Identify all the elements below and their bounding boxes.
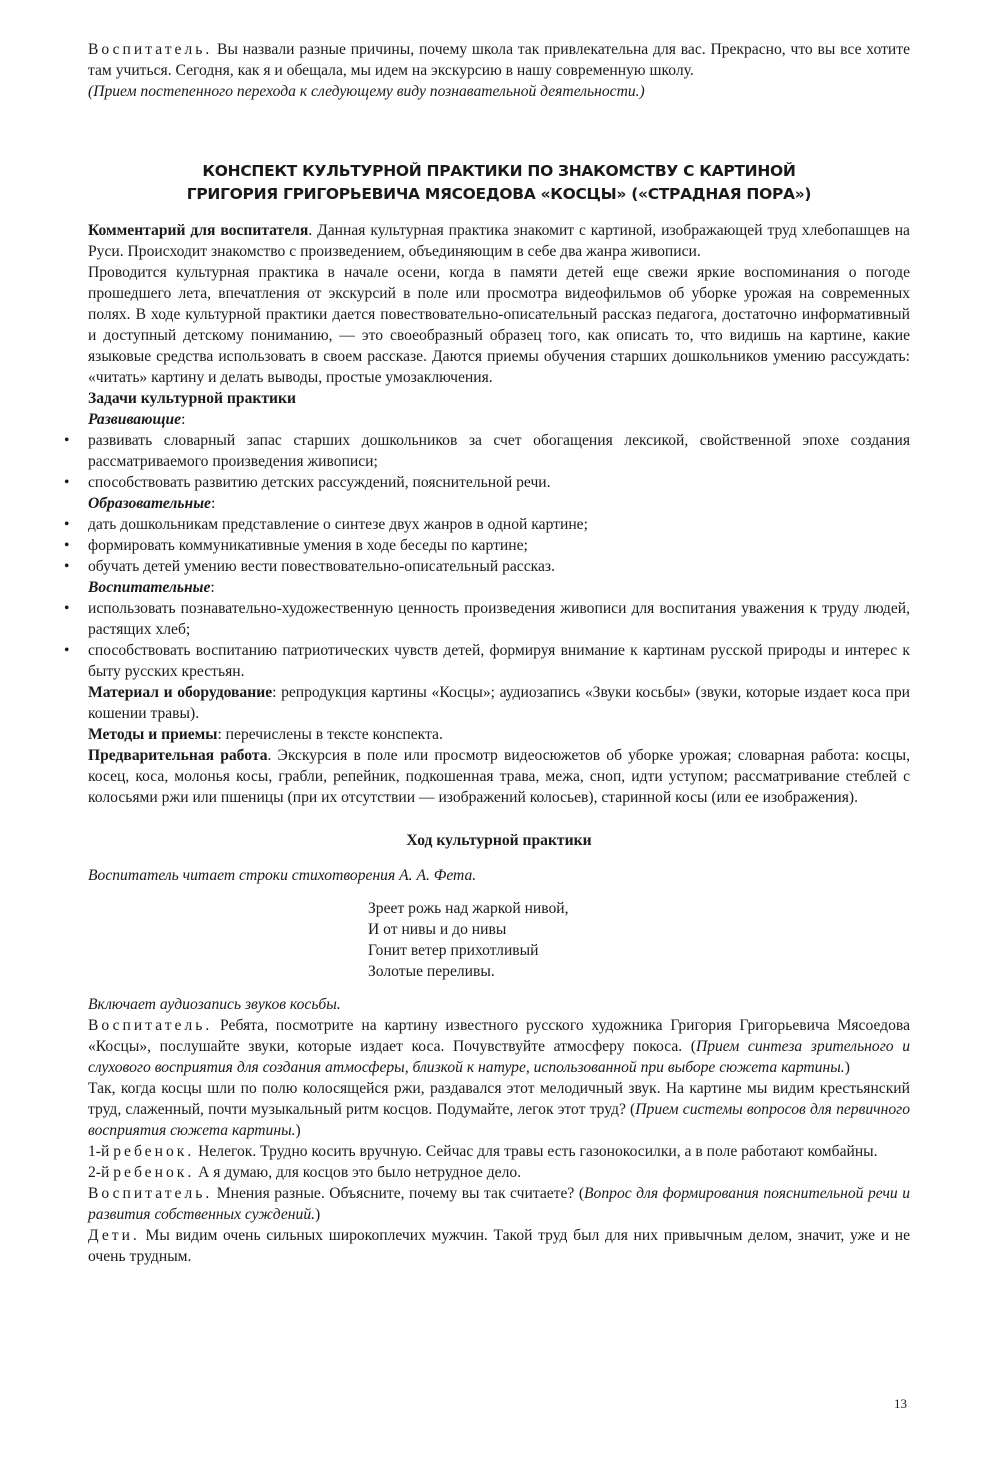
methods-paragraph: Методы и приемы: перечислены в тексте конспекта. xyxy=(88,726,443,743)
stage-direction: Включает аудиозапись звуков косьбы. xyxy=(88,996,341,1013)
poem: Зреет рожь над жаркой нивой, И от нивы и до нивы Гонит ветер прихотливый Золотые переливы. xyxy=(368,900,569,980)
task-group-label: Развивающие: xyxy=(88,411,186,428)
task-group-label: Воспитательные: xyxy=(88,579,215,596)
page-number: 13 xyxy=(894,1396,907,1411)
dialog-line: Воспитатель. Ребята, посмотрите на картину известного русского художника Григория Григорьевича Мясоедова «Косцы», послушайте звуки, которые издает коса. Почувствуйте атмосферу покоса. (Прием синтеза зрительного и слухового восприятия для создания атмосферы, близкой к натуре, использованной при выборе сюжета картины.) xyxy=(88,1017,910,1076)
dialog-line: Так, когда косцы шли по полю колосящейся ржи, раздавался этот мелодичный звук. На картине мы видим крестьянский труд, слаженный, почти музыкальный ритм косцов. Подумайте, легок этот труд? (Прием системы вопросов для первичного восприятия сюжета картины.) xyxy=(88,1080,910,1139)
comment-paragraph-2: Проводится культурная практика в начале осени, когда в памяти детей еще свежи яркие воспоминания о погоде прошедшего лета, впечатления от экскурсий в поле или просмотра видеофильмов об уборке урожая на современных полях. В ходе культурной практики дается повествовательно-описательный рассказ педагога, достаточно информативный и доступный детскому пониманию, — это своеобразный образец того, как описать то, что видишь на картине, какие языковые средства использовать в своем рассказе. Даются приемы обучения старших дошкольников умению рассуждать: «читать» картину и делать выводы, простые умозаключения. xyxy=(88,264,910,386)
task-group-label: Образовательные: xyxy=(88,495,216,512)
dialog-line: Дети. Мы видим очень сильных широкоплечих мужчин. Такой труд был для них привычным делом, значит, уже и не очень трудным. xyxy=(88,1227,910,1265)
list-item: • обучать детей умению вести повествовательно-описательный рассказ. xyxy=(64,558,555,575)
document-page xyxy=(64,39,911,1267)
dialog-line: 1-й ребенок. Нелегок. Трудно косить вручную. Сейчас для травы есть газонокосилки, а в поле работают комбайны. xyxy=(88,1143,878,1160)
speaker: Воспитатель. xyxy=(88,41,213,58)
course-heading: Ход культурной практики xyxy=(406,832,592,849)
list-item: • развивать словарный запас старших дошкольников за счет обогащения лексикой, свойственной эпохе создания рассматриваемого произведения живописи; xyxy=(64,432,910,470)
comment-paragraph: Комментарий для воспитателя. Данная культурная практика знакомит с картиной, изображающей труд хлебопашцев на Руси. Происходит знакомство с произведением, объединяющим в себе два жанра живописи. xyxy=(88,222,910,260)
list-item: • способствовать воспитанию патриотических чувств детей, формируя внимание к картинам русской природы и интерес к быту русских крестьян. xyxy=(64,642,910,680)
dialog-line: 2-й ребенок. А я думаю, для косцов это было нетрудное дело. xyxy=(88,1164,522,1181)
stage-direction: Воспитатель читает строки стихотворения А. А. Фета. xyxy=(88,867,477,884)
material-paragraph: Материал и оборудование: репродукция картины «Косцы»; аудиозапись «Звуки косьбы» (звуки, которые издает коса при кошении травы). xyxy=(88,684,910,722)
list-item: • дать дошкольникам представление о синтезе двух жанров в одной картине; xyxy=(64,516,588,533)
dialog-line: Воспитатель. Мнения разные. Объясните, почему вы так считаете? (Вопрос для формирования пояснительной речи и развития собственных суждений.) xyxy=(88,1185,911,1223)
tasks-heading: Задачи культурной практики xyxy=(88,390,296,407)
list-item: • формировать коммуникативные умения в ходе беседы по картине; xyxy=(64,537,528,554)
prework-paragraph: Предварительная работа. Экскурсия в поле или просмотр видеосюжетов об уборке урожая; словарная работа: косцы, косец, коса, молонья косы, грабли, репейник, подкошенная трава, межа, сноп, идти уступом; рассматривание стеблей с колосьями ржи или пшеницы (при их отсутствии — изображений колосьев), старинной косы (или ее изображения). xyxy=(88,747,911,806)
list-item: • использовать познавательно-художественную ценность произведения живописи для воспитания уважения к труду людей, растящих хлеб; xyxy=(64,600,910,638)
method-note: (Прием постепенного перехода к следующему виду познавательной деятельности.) xyxy=(88,83,645,100)
intro-paragraph: Воспитатель. Вы назвали разные причины, почему школа так привлекательна для вас. Прекрасно, что вы все хотите там учиться. Сегодня, как я и обещала, мы идем на экскурсию в нашу современную школу. (Прием постепенного перехода к следующему виду познавательной деятельности.) xyxy=(88,41,910,100)
section-title: КОНСПЕКТ КУЛЬТУРНОЙ ПРАКТИКИ ПО ЗНАКОМСТВУ С КАРТИНОЙ ГРИГОРИЯ ГРИГОРЬЕВИЧА МЯСОЕДОВА «КОСЦЫ» («СТРАДНАЯ ПОРА») xyxy=(186,162,812,203)
list-item: • способствовать развитию детских рассуждений, пояснительной речи. xyxy=(64,474,551,491)
